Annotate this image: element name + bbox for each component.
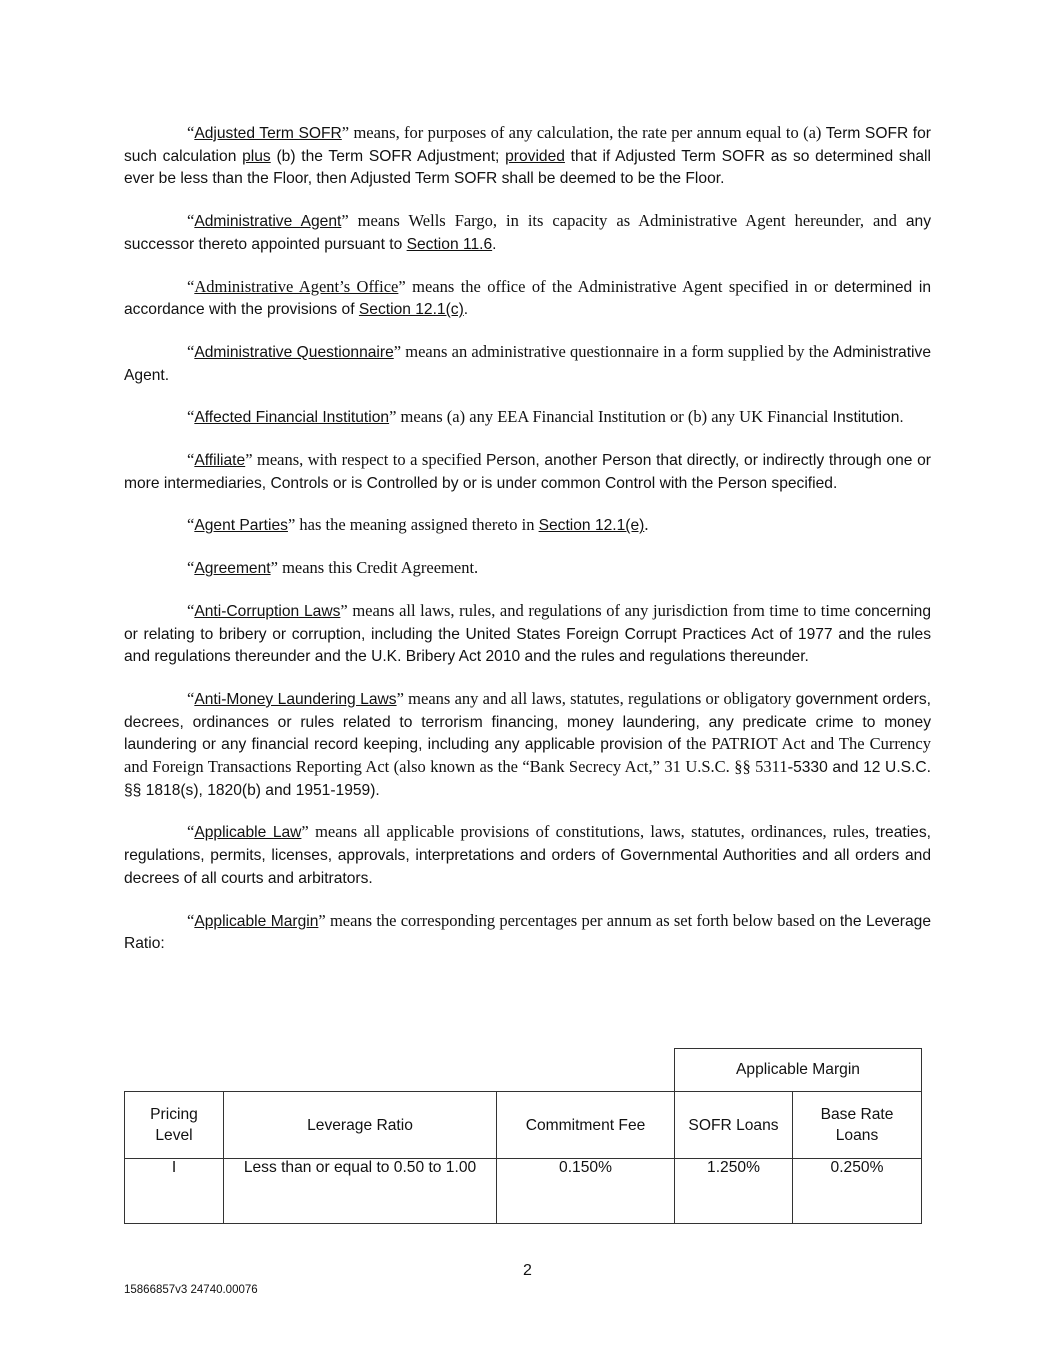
definition-paragraph bbox=[124, 557, 931, 580]
defined-term: Anti-Money Laundering Laws bbox=[194, 690, 397, 708]
open-quote: “ bbox=[187, 910, 195, 930]
definition-paragraph bbox=[124, 514, 931, 537]
cross-reference: Section 11.6 bbox=[406, 235, 493, 253]
definition-paragraph bbox=[124, 821, 931, 889]
open-quote: “ bbox=[187, 407, 195, 427]
definition-text: . bbox=[463, 301, 469, 319]
definition-text: means an administrative questionnaire in a form supplied by the bbox=[401, 341, 834, 361]
defined-term: Applicable Margin bbox=[194, 912, 319, 930]
document-id: 15866857v3 24740.00076 bbox=[124, 1284, 258, 1296]
definition-text: government orders, decrees, ordinances or rules related to terrorism financing, money laundering, any predicate crime to money laundering or any financial record keeping, including any applicable provision of bbox=[124, 690, 931, 754]
definition-text: . bbox=[492, 235, 497, 253]
page-number: 2 bbox=[523, 1262, 532, 1279]
definitions-list bbox=[124, 122, 931, 975]
defined-term: Affected Financial Institution bbox=[194, 409, 390, 427]
definition-text: means, with respect to a specified bbox=[252, 450, 486, 470]
open-quote: “ bbox=[187, 450, 195, 470]
close-quote: ” bbox=[301, 822, 309, 842]
close-quote: ” bbox=[396, 688, 404, 708]
definition-text: means Wells Fargo, in its capacity as Administrative Agent hereunder, and bbox=[348, 211, 906, 231]
definition-text: the Leverage Ratio: bbox=[124, 912, 931, 953]
defined-term: Administrative Questionnaire bbox=[194, 343, 394, 361]
definition-text: means (a) any EEA Financial Institution or (b) any UK Financial bbox=[396, 407, 833, 427]
table-row bbox=[125, 1159, 922, 1224]
open-quote: “ bbox=[187, 822, 195, 842]
definition-paragraph bbox=[124, 122, 931, 190]
open-quote: “ bbox=[187, 688, 195, 708]
definition-text: means, for purposes of any calculation, the rate per annum equal to (a) bbox=[349, 123, 826, 142]
definition-text: has the meaning assigned thereto in bbox=[295, 515, 539, 535]
open-quote: “ bbox=[187, 211, 195, 231]
cell-sofr-loans: 1.250% bbox=[675, 1159, 793, 1224]
defined-term: Agreement bbox=[194, 560, 271, 578]
cell-commitment-fee: 0.150% bbox=[497, 1159, 675, 1224]
defined-term: Adjusted Term SOFR bbox=[194, 125, 342, 142]
definition-text: treaties, regulations, permits, licenses, approvals, interpretations and orders of Governmental Authorities and all orders and decrees of all courts and arbitrators. bbox=[124, 824, 931, 887]
close-quote: ” bbox=[245, 450, 253, 470]
close-quote: ” bbox=[287, 515, 296, 535]
definition-text: Term SOFR for such calculation bbox=[124, 125, 931, 165]
defined-term: Administrative Agent bbox=[194, 213, 342, 231]
definition-paragraph bbox=[124, 210, 931, 255]
open-quote: “ bbox=[187, 515, 195, 535]
definition-text: means the corresponding percentages per annum as set forth below based on bbox=[325, 910, 840, 930]
definition-text: 5330 and 12 U.S.C. §§ 1818(s), 1820(b) and 1951-1959). bbox=[124, 759, 931, 799]
cross-reference: provided bbox=[505, 147, 565, 165]
cell-pricing-level: I bbox=[125, 1159, 224, 1224]
definition-text: the PATRIOT Act and The Currency and Foreign Transactions Reporting Act (also known as the “Bank Secrecy Act,” 31 U.S.C. §§ 5311- bbox=[124, 734, 931, 777]
cell-leverage-ratio: Less than or equal to 0.50 to 1.00 bbox=[224, 1159, 497, 1224]
open-quote: “ bbox=[187, 600, 195, 620]
defined-term: Administrative Agent’s Office bbox=[194, 276, 399, 296]
definition-paragraph bbox=[124, 688, 931, 802]
close-quote: ” bbox=[340, 600, 348, 620]
cell-base-rate-loans: 0.250% bbox=[793, 1159, 922, 1224]
close-quote: ” bbox=[270, 558, 278, 578]
applicable-margin-table bbox=[124, 1048, 922, 1224]
defined-term: Applicable Law bbox=[194, 824, 302, 842]
definition-paragraph bbox=[124, 341, 931, 386]
header-commitment-fee: Commitment Fee bbox=[497, 1092, 675, 1159]
definition-text: Administrative Agent. bbox=[124, 343, 931, 384]
defined-term: Anti-Corruption Laws bbox=[194, 602, 341, 620]
definition-text: that if Adjusted Term SOFR as so determined shall ever be less than the Floor, then Adjusted Term SOFR shall be deemed to be the Floor. bbox=[124, 147, 931, 188]
cross-reference: plus bbox=[242, 147, 271, 165]
definition-paragraph bbox=[124, 600, 931, 668]
close-quote: ” bbox=[318, 910, 326, 930]
table-blank-cell bbox=[125, 1049, 675, 1092]
defined-term: Agent Parties bbox=[194, 517, 288, 535]
definition-paragraph bbox=[124, 276, 931, 321]
definition-text: (b) the Term SOFR Adjustment; bbox=[270, 147, 506, 165]
definition-text: Institution. bbox=[832, 409, 904, 427]
open-quote: “ bbox=[187, 276, 195, 296]
definition-text: means any and all laws, statutes, regulations or obligatory bbox=[403, 688, 796, 708]
defined-term: Affiliate bbox=[194, 452, 246, 470]
definition-paragraph bbox=[124, 910, 931, 955]
definition-paragraph bbox=[124, 406, 931, 429]
definition-text: Person, another Person that directly, or indirectly through one or more intermediaries, Controls or is Controlled by or is under common Control with the Person specified. bbox=[124, 452, 931, 492]
close-quote: ” bbox=[341, 211, 349, 231]
cross-reference: Section 12.1(c) bbox=[358, 301, 464, 319]
header-sofr-loans: SOFR Loans bbox=[675, 1092, 793, 1159]
close-quote: ” bbox=[398, 276, 406, 296]
close-quote: ” bbox=[393, 341, 402, 361]
definition-text: means all laws, rules, and regulations of any jurisdiction from time to time bbox=[347, 600, 855, 620]
open-quote: “ bbox=[187, 341, 195, 361]
definition-text: any successor thereto appointed pursuant to bbox=[124, 213, 931, 253]
definition-text: concerning or relating to bribery or corruption, including the United States Foreign Corrupt Practices Act of 1977 and the rules and regulations thereunder and the U.K. Bribery Act 2010 and the rules and regulations thereunder. bbox=[124, 602, 931, 666]
definition-text: means the office of the Administrative Agent specified in or bbox=[405, 276, 835, 296]
definition-text: . bbox=[644, 515, 649, 535]
definition-text: determined in accordance with the provisions of bbox=[124, 278, 931, 319]
applicable-margin-header: Applicable Margin bbox=[675, 1049, 922, 1092]
header-base-rate-loans: Base Rate Loans bbox=[793, 1092, 922, 1159]
cross-reference: Section 12.1(e) bbox=[538, 517, 645, 535]
header-leverage-ratio: Leverage Ratio bbox=[224, 1092, 497, 1159]
definition-paragraph bbox=[124, 449, 931, 494]
header-pricing-level: Pricing Level bbox=[125, 1092, 224, 1159]
definition-text: means all applicable provisions of constitutions, laws, statutes, ordinances, rules, bbox=[308, 822, 876, 842]
open-quote: “ bbox=[187, 123, 195, 142]
close-quote: ” bbox=[341, 123, 350, 142]
close-quote: ” bbox=[389, 407, 397, 427]
definition-text: means this Credit Agreement. bbox=[277, 558, 479, 578]
open-quote: “ bbox=[187, 558, 195, 578]
